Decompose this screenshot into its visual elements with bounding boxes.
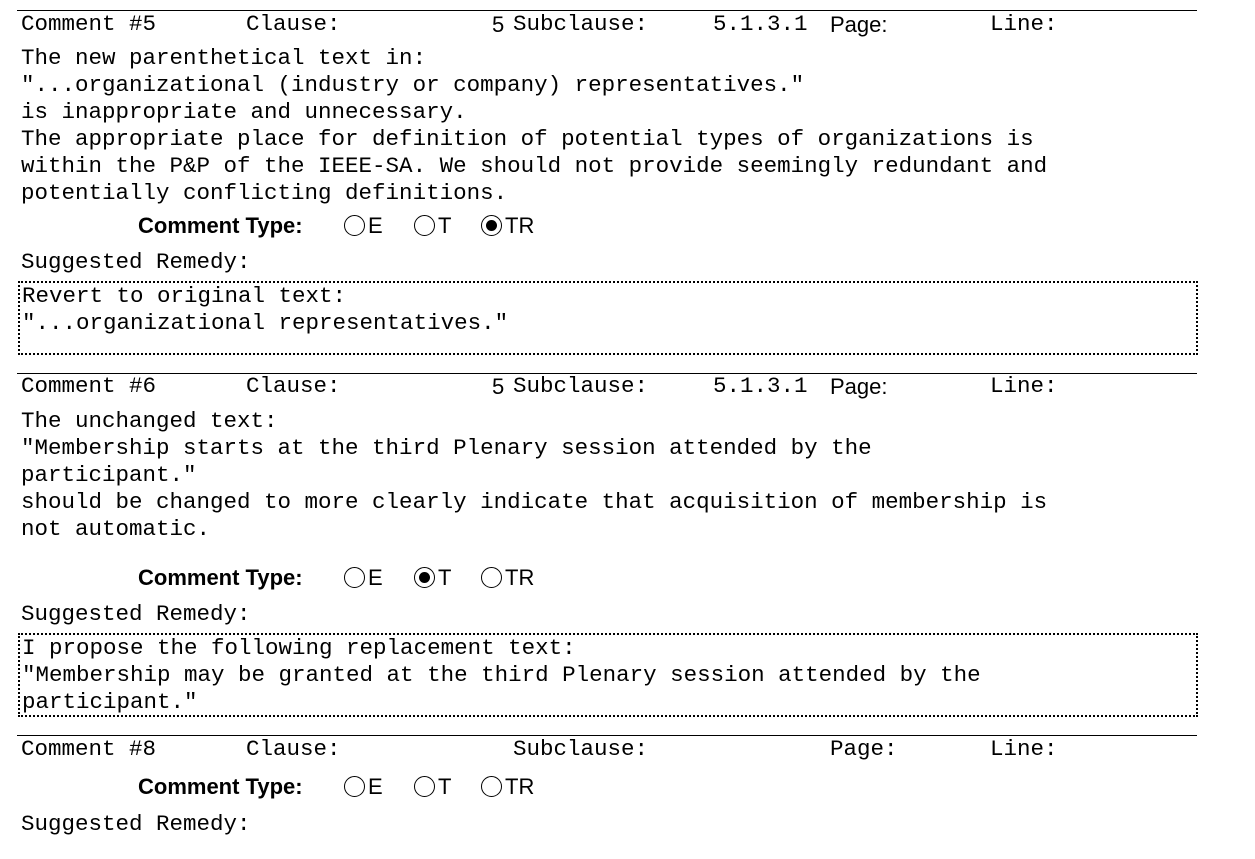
radio-e[interactable] <box>344 567 365 588</box>
radio-e[interactable] <box>344 215 365 236</box>
clause-label: Clause: <box>246 373 341 399</box>
comment-type-label: Comment Type: <box>138 774 303 799</box>
radio-tr[interactable] <box>481 567 502 588</box>
radio-tr[interactable] <box>481 215 502 236</box>
radio-e[interactable] <box>344 776 365 797</box>
comment-type-label: Comment Type: <box>138 213 303 238</box>
line-label: Line: <box>990 373 1058 399</box>
comment-header <box>0 736 1255 763</box>
remedy-text: Revert to original text: "...organizational representatives." <box>22 283 509 336</box>
radio-t[interactable] <box>414 776 435 797</box>
clause-value: 5 <box>492 374 505 399</box>
comment-label: Comment #5 <box>21 11 157 37</box>
comment-text: The new parenthetical text in: "...organizational (industry or company) representatives." is inappropriate and unnecessary. The appropriate place for definition of potential types of organizations is within the P&P of the IEEE-SA. We should not provide seemingly redundant and potentially conflicting definitions. <box>21 45 1048 206</box>
comment-text: The unchanged text: "Membership starts at the third Plenary session attended by the participant." should be changed to more clearly indicate that acquisition of membership is not automatic. <box>21 408 1048 542</box>
subclause-value: 5.1.3.1 <box>713 11 808 37</box>
radio-t[interactable] <box>414 567 435 588</box>
page-label: Page: <box>830 12 888 37</box>
suggested-remedy-label: Suggested Remedy: <box>21 601 251 627</box>
line-label: Line: <box>990 736 1058 762</box>
remedy-text: I propose the following replacement text: "Membership may be granted at the third Plenary session attended by the participant." <box>22 635 981 715</box>
clause-label: Clause: <box>246 736 341 762</box>
radio-t[interactable] <box>414 215 435 236</box>
comment-header <box>0 373 1255 400</box>
subclause-label: Subclause: <box>513 373 649 399</box>
page-label: Page: <box>830 736 898 762</box>
comment-type-label: Comment Type: <box>138 565 303 590</box>
suggested-remedy-label: Suggested Remedy: <box>21 811 251 837</box>
line-label: Line: <box>990 11 1058 37</box>
remedy-box[interactable] <box>18 281 1198 355</box>
remedy-box[interactable] <box>18 633 1198 717</box>
comment-label: Comment #6 <box>21 373 157 399</box>
suggested-remedy-label: Suggested Remedy: <box>21 249 251 275</box>
subclause-label: Subclause: <box>513 11 649 37</box>
subclause-value: 5.1.3.1 <box>713 373 808 399</box>
clause-value: 5 <box>492 12 505 37</box>
radio-tr[interactable] <box>481 776 502 797</box>
page-label: Page: <box>830 374 888 399</box>
subclause-label: Subclause: <box>513 736 649 762</box>
comment-header <box>0 11 1255 38</box>
clause-label: Clause: <box>246 11 341 37</box>
comment-label: Comment #8 <box>21 736 157 762</box>
